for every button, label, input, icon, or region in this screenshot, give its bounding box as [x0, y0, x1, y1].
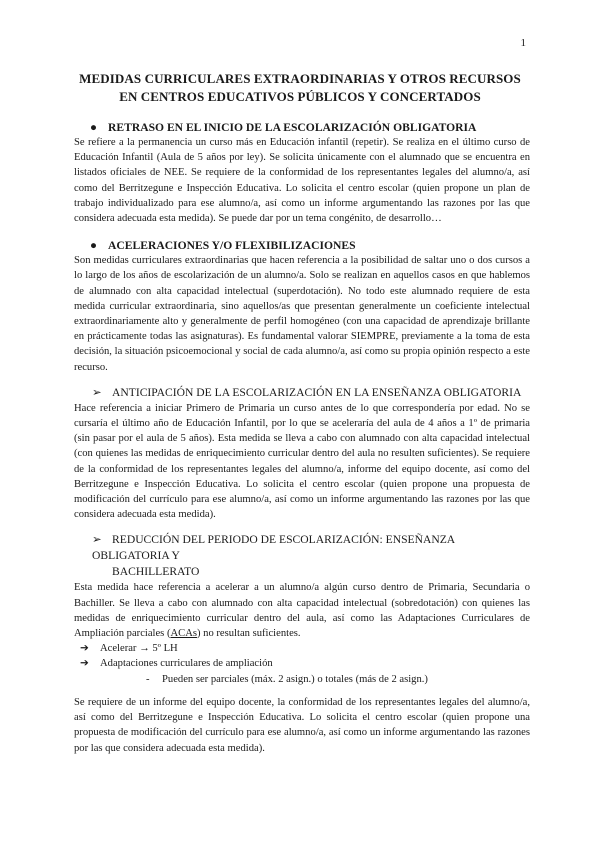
- section-paragraph-retraso: Se refiere a la permanencia un curso más en Educación infantil (repetir). Se realiza en el último curso de Educación Infantil (Aula de 5 años por ley). Se solicita únicamente con el alumnado que se encuentra en listados oficiales de NEE. Se requiere de la conformidad de los representantes legales del alumno/a, así como del Berritzegune e Inspección Educativa. Lo solicita el centro escolar (quien propone un plan de trabajo individualizado para ese alumno/a, así como un informe argumentando las razones por las que considera adecuada esta medida). Se puede dar por un tema congénito, de desarrollo…: [74, 137, 530, 225]
- paragraph-text: ) no resultan suficientes.: [196, 628, 301, 640]
- document-title: [60, 70, 540, 106]
- subsection-paragraph-reduccion: [74, 580, 530, 641]
- document-body: [74, 118, 530, 756]
- subsection-heading-text: ANTICIPACIÓN DE LA ESCOLARIZACIÓN EN LA ENSEÑANZA OBLIGATORIA: [112, 385, 522, 399]
- dash-marker: -: [146, 673, 150, 685]
- subsection-heading-text-2: BACHILLERATO: [112, 565, 200, 579]
- acas-abbreviation: ACAs: [170, 628, 197, 640]
- list-item: [74, 641, 530, 656]
- list-item-text: Adaptaciones curriculares de ampliación: [100, 658, 273, 670]
- arrowhead-icon: ➢: [92, 533, 102, 547]
- section-heading-retraso: [74, 120, 530, 135]
- sublist-item-text: Pueden ser parciales (máx. 2 asign.) o totales (más de 2 asign.): [162, 673, 428, 685]
- subsection-heading-anticipacion: [74, 385, 530, 401]
- subsection-heading-text-1: REDUCCIÓN DEL PERIODO DE ESCOLARIZACIÓN: ENSEÑANZA OBLIGATORIA Y: [92, 533, 455, 563]
- sublist-item: [74, 672, 530, 687]
- subsection-heading-reduccion: [74, 532, 530, 580]
- section-paragraph-aceleraciones: Son medidas curriculares extraordinarias que hacen referencia a la posibilidad de saltar uno o dos cursos a lo largo de los años de escolarización de un alumno/a. Solo se realizan en aquellos casos en que hablemos de alumnado con alta capacidad intelectual (superdotación). No todo este alumnado requiere de esta medida curricular extraordinaria, sino aquellos/as que presentan generalmente un coeficiente intelectual extraordinariamente alto y generalmente de perfil homogéneo (con una capacidad de aprendizaje brillante en prácticamente todas las asignaturas). Es fundamental valorar SIEMPRE, previamente a la toma de esta decisión, la situación psicoemocional y social de cada alumno/a, así como su propia opinión respecto a este recurso.: [74, 255, 530, 373]
- section-heading-aceleraciones: [74, 238, 530, 253]
- subsection-paragraph-anticipacion: Hace referencia a iniciar Primero de Primaria un curso antes de lo que correspondería por edad. No se cursaría el último año de Educación Infantil, por lo que se aceleraría del aula de 4 años a 1º de primaria (sin pasar por el aula de 5 años). Esta medida se lleva a cabo con alumnado con alta capacidad intelectual (con quienes las medidas de enriquecimiento curricular dentro del aula no resulten suficientes). Se requiere de la conformidad de los representantes legales del alumno/a, informe del equipo docente, así como del Berritzegune e Inspección Educativa. Lo solicita el centro escolar (quien propone una propuesta de modificación del currículo para ese alumno/a, así como un informe argumentando las razones por las que considera adecuada esta medida).: [74, 402, 530, 521]
- page-number: 1: [520, 37, 526, 49]
- section-heading-text: RETRASO EN EL INICIO DE LA ESCOLARIZACIÓN OBLIGATORIA: [108, 121, 477, 134]
- section-heading-text: ACELERACIONES Y/O FLEXIBILIZACIONES: [108, 239, 356, 253]
- arrow-right-icon: ➔: [80, 643, 89, 655]
- closing-paragraph-reduccion: Se requiere de un informe del equipo docente, la conformidad de los representantes legales del alumno/a, así como del Berritzegune e Inspección Educativa. Lo solicita el centro escolar (quien propone una propuesta de modificación del currículo para ese alumno/a, así como un informe argumentando las razones por las que considera adecuada esta medida).: [74, 696, 530, 754]
- title-line-1: MEDIDAS CURRICULARES EXTRAORDINARIAS Y OTROS RECURSOS: [79, 71, 521, 86]
- bullet-icon: ●: [90, 239, 98, 253]
- arrow-right-icon: ➔: [80, 658, 89, 670]
- title-line-2: EN CENTROS EDUCATIVOS PÚBLICOS Y CONCERTADOS: [119, 89, 481, 104]
- paragraph-text: Esta medida hace referencia a acelerar a un alumno/a algún curso dentro de Primaria, Secundaria o Bachiller. Se lleva a cabo con alumnado con alta capacidad intelectual (sobredotación) con quienes las medidas de enriquecimiento curricular dentro del aula, así como las Adaptaciones Curriculares de Ampliación parciales (: [74, 582, 530, 640]
- bullet-icon: ●: [90, 121, 98, 134]
- arrowhead-icon: ➢: [92, 385, 102, 399]
- list-item-text: Acelerar → 5º LH: [100, 643, 178, 655]
- list-item: [74, 656, 530, 671]
